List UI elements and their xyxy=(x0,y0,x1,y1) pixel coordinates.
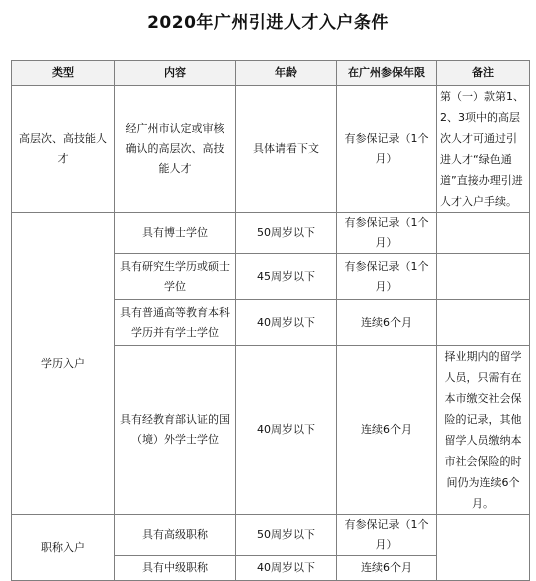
age-cell: 50周岁以下 xyxy=(236,213,337,254)
age-cell: 40周岁以下 xyxy=(236,300,337,346)
header-insurance-years: 在广州参保年限 xyxy=(337,61,437,86)
table-row xyxy=(12,213,530,254)
insurance-cell: 连续6个月 xyxy=(337,300,437,346)
age-cell: 具体请看下文 xyxy=(236,86,337,213)
page-title: 2020年广州引进人才入户条件 xyxy=(147,13,389,33)
content-cell: 经广州市认定或审核确认的高层次、高技能人才 xyxy=(115,86,236,213)
type-cell: 职称入户 xyxy=(12,515,115,581)
content-cell: 具有博士学位 xyxy=(115,213,236,254)
insurance-cell: 有参保记录（1个月） xyxy=(337,515,437,556)
table-row xyxy=(12,515,530,556)
header-age: 年龄 xyxy=(236,61,337,86)
insurance-cell: 连续6个月 xyxy=(337,346,437,515)
note-cell xyxy=(437,300,530,346)
content-cell: 具有经教育部认证的国（境）外学士学位 xyxy=(115,346,236,515)
insurance-cell: 有参保记录（1个月） xyxy=(337,86,437,213)
content-cell: 具有普通高等教育本科学历并有学士学位 xyxy=(115,300,236,346)
table-row xyxy=(12,86,530,213)
age-cell: 50周岁以下 xyxy=(236,515,337,556)
header-type: 类型 xyxy=(12,61,115,86)
note-cell xyxy=(437,515,530,581)
conditions-table xyxy=(11,60,530,581)
type-cell: 高层次、高技能人才 xyxy=(12,86,115,213)
insurance-cell: 连续6个月 xyxy=(337,556,437,581)
header-notes: 备注 xyxy=(437,61,530,86)
age-cell: 45周岁以下 xyxy=(236,254,337,300)
content-cell: 具有研究生学历或硕士学位 xyxy=(115,254,236,300)
note-cell: 择业期内的留学人员，只需有在本市缴交社会保险的记录，其他留学人员缴纳本市社会保险的时间仍为连续6个月。 xyxy=(437,346,530,515)
note-cell xyxy=(437,213,530,254)
header-content: 内容 xyxy=(115,61,236,86)
note-cell xyxy=(437,254,530,300)
note-cell: 第（一）款第1、2、3项中的高层次人才可通过引进人才“绿色通道”直接办理引进人才入户手续。 xyxy=(437,86,530,213)
insurance-cell: 有参保记录（1个月） xyxy=(337,213,437,254)
content-cell: 具有中级职称 xyxy=(115,556,236,581)
content-cell: 具有高级职称 xyxy=(115,515,236,556)
insurance-cell: 有参保记录（1个月） xyxy=(337,254,437,300)
age-cell: 40周岁以下 xyxy=(236,556,337,581)
type-cell: 学历入户 xyxy=(12,213,115,515)
age-cell: 40周岁以下 xyxy=(236,346,337,515)
table-header-row xyxy=(12,61,530,86)
